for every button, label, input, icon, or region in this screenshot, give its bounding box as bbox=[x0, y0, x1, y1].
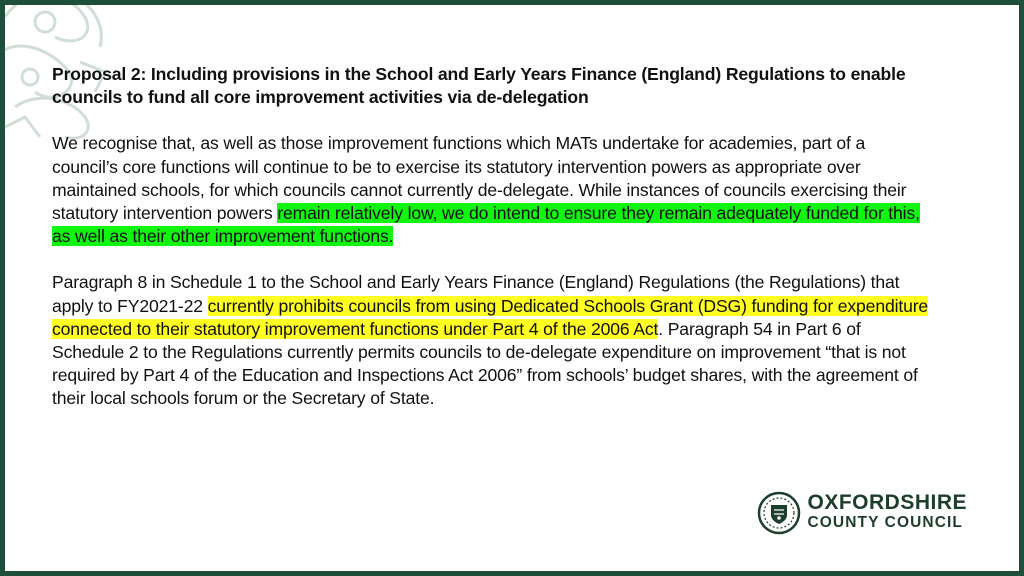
paragraph-regulations bbox=[52, 271, 932, 410]
paragraph-1-text: We recognise that, as well as those improvement functions which MATs undertake for academies, part of a council’s core functions will continue to be to exercise its statutory intervention powers as appropriate over maintained schools, for which councils cannot currently de-delegate. While instances of councils exercising their statutory intervention powers bbox=[52, 133, 907, 224]
crest-icon bbox=[757, 491, 801, 535]
paragraph-2-highlight: currently prohibits councils from using Dedicated Schools Grant (DSG) funding for expenditure connected to their statutory improvement functions under Part 4 of the 2006 Act bbox=[52, 295, 929, 339]
paragraph-2-text-start: Paragraph 8 in Schedule 1 to the School and Early Years Finance (England) Regulations (the Regulations) that apply to FY2021-22 bbox=[52, 272, 900, 316]
paragraph-intervention-powers bbox=[52, 132, 932, 248]
paragraph-2-text-end: . Paragraph 54 in Part 6 of Schedule 2 to the Regulations currently permits councils to de-delegate expenditure on improvement “that is not required by Part 4 of the Education and Inspections Act 2006” from schools’ budget shares, with the agreement of their local schools forum or the Secretary of State. bbox=[52, 318, 918, 409]
logo-line-2: COUNTY COUNCIL bbox=[807, 514, 963, 531]
paragraph-1-highlight: remain relatively low, we do intend to ensure they remain adequately funded for this, as well as their other improvement functions. bbox=[52, 203, 920, 247]
logo-line-1: OXFORDSHIRE bbox=[807, 491, 967, 514]
oxfordshire-logo bbox=[757, 491, 967, 535]
slide-title: Proposal 2: Including provisions in the School and Early Years Finance (England) Regulations to enable councils to fund all core improvement activities via de-delegation bbox=[52, 64, 906, 108]
slide-content bbox=[52, 63, 932, 434]
